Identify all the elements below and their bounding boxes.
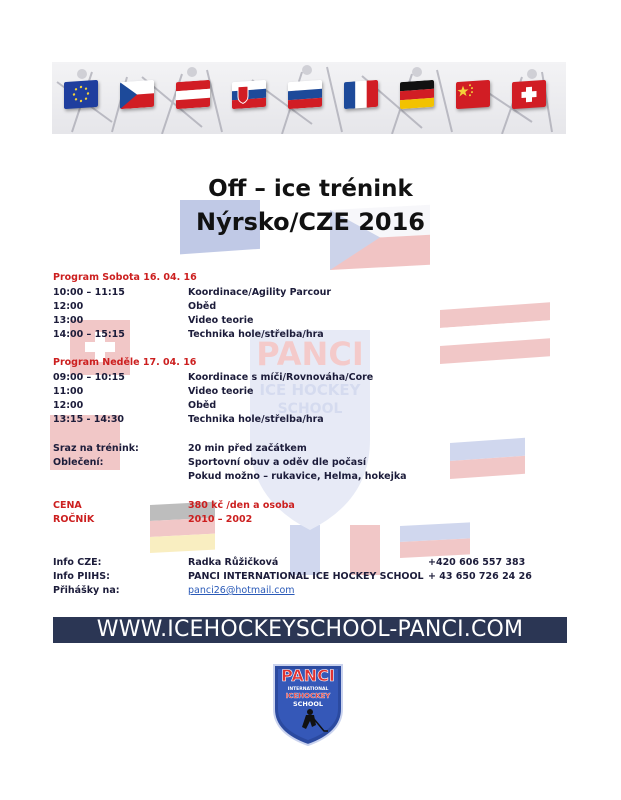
flags-banner	[52, 62, 566, 134]
schedule-activity: Technika hole/střelba/hra	[188, 414, 324, 425]
schedule-activity: Koordinace/Agility Parcour	[188, 287, 332, 298]
france-flag-icon	[344, 80, 378, 109]
schedule-activity: Oběd	[188, 400, 217, 411]
schedule-activity: Technika hole/střelba/hra	[188, 329, 324, 340]
russia-flag-icon	[288, 80, 322, 109]
meet-label: Sraz na trénink:	[53, 443, 139, 454]
schedule-time: 13:15 - 14:30	[53, 414, 125, 425]
panci-logo	[268, 657, 348, 747]
eu-flag-icon	[64, 80, 98, 109]
email-link-text[interactable]: panci26@hotmail.com	[188, 585, 295, 596]
website-url-banner[interactable]: WWW.ICEHOCKEYSCHOOL-PANCI.COM	[53, 617, 567, 643]
clothing-value: Sportovní obuv a oděv dle počasí	[188, 457, 367, 468]
switzerland-flag-icon	[512, 80, 546, 109]
info-cze-phone[interactable]: +420 606 557 383	[428, 557, 526, 568]
schedule-time: 11:00	[53, 386, 84, 397]
schedule-activity: Video teorie	[188, 315, 254, 326]
schedule-time: 12:00	[53, 301, 84, 312]
meet-value: 20 min před začátkem	[188, 443, 307, 454]
background-watermark-flags-icon	[0, 200, 621, 600]
price-label: CENA	[53, 500, 82, 511]
schedule-activity: Video teorie	[188, 386, 254, 397]
logo-brand: PANCI	[281, 666, 335, 685]
sunday-heading: Program Neděle 17. 04. 16	[53, 357, 197, 368]
schedule-time: 14:00 – 15:15	[53, 329, 125, 340]
info-piihs-name: PANCI INTERNATIONAL ICE HOCKEY SCHOOL	[188, 571, 424, 582]
info-cze-label: Info CZE:	[53, 557, 102, 568]
price-value: 380 kč /den a osoba	[188, 500, 295, 511]
year-label: ROČNÍK	[53, 514, 95, 525]
info-cze-name: Radka Růžičková	[188, 557, 279, 568]
info-piihs-phone[interactable]: + 43 650 726 24 26	[428, 571, 532, 582]
germany-flag-icon	[400, 80, 434, 109]
schedule-time: 09:00 – 10:15	[53, 372, 125, 383]
logo-line1: INTERNATIONAL	[287, 687, 329, 692]
china-flag-icon	[456, 80, 490, 109]
czech-flag-icon	[120, 80, 154, 109]
page-subtitle: Nýrsko/CZE 2016	[196, 208, 425, 236]
schedule-time: 13:00	[53, 315, 84, 326]
signup-email-link[interactable]	[188, 585, 295, 596]
signup-label: Přihášky na:	[53, 585, 120, 596]
svg-text:ICE HOCKEY: ICE HOCKEY	[259, 381, 361, 399]
svg-text:SCHOOL: SCHOOL	[277, 401, 343, 417]
info-piihs-label: Info PIIHS:	[53, 571, 110, 582]
page-title: Off – ice trénink	[208, 176, 413, 202]
year-value: 2010 – 2002	[188, 514, 253, 525]
saturday-heading: Program Sobota 16. 04. 16	[53, 272, 197, 283]
logo-line2: ICEHOCKEY	[285, 692, 331, 700]
schedule-time: 10:00 – 11:15	[53, 287, 125, 298]
schedule-time: 12:00	[53, 400, 84, 411]
slovakia-flag-icon	[232, 80, 266, 109]
austria-flag-icon	[176, 80, 210, 109]
svg-text:PANCI: PANCI	[256, 335, 364, 373]
schedule-activity: Koordinace s míči/Rovnováha/Core	[188, 372, 374, 383]
clothing-value-extra: Pokud možno – rukavice, Helma, hokejka	[188, 471, 407, 482]
logo-line3: SCHOOL	[292, 700, 324, 708]
schedule-activity: Oběd	[188, 301, 217, 312]
clothing-label: Oblečení:	[53, 457, 104, 468]
